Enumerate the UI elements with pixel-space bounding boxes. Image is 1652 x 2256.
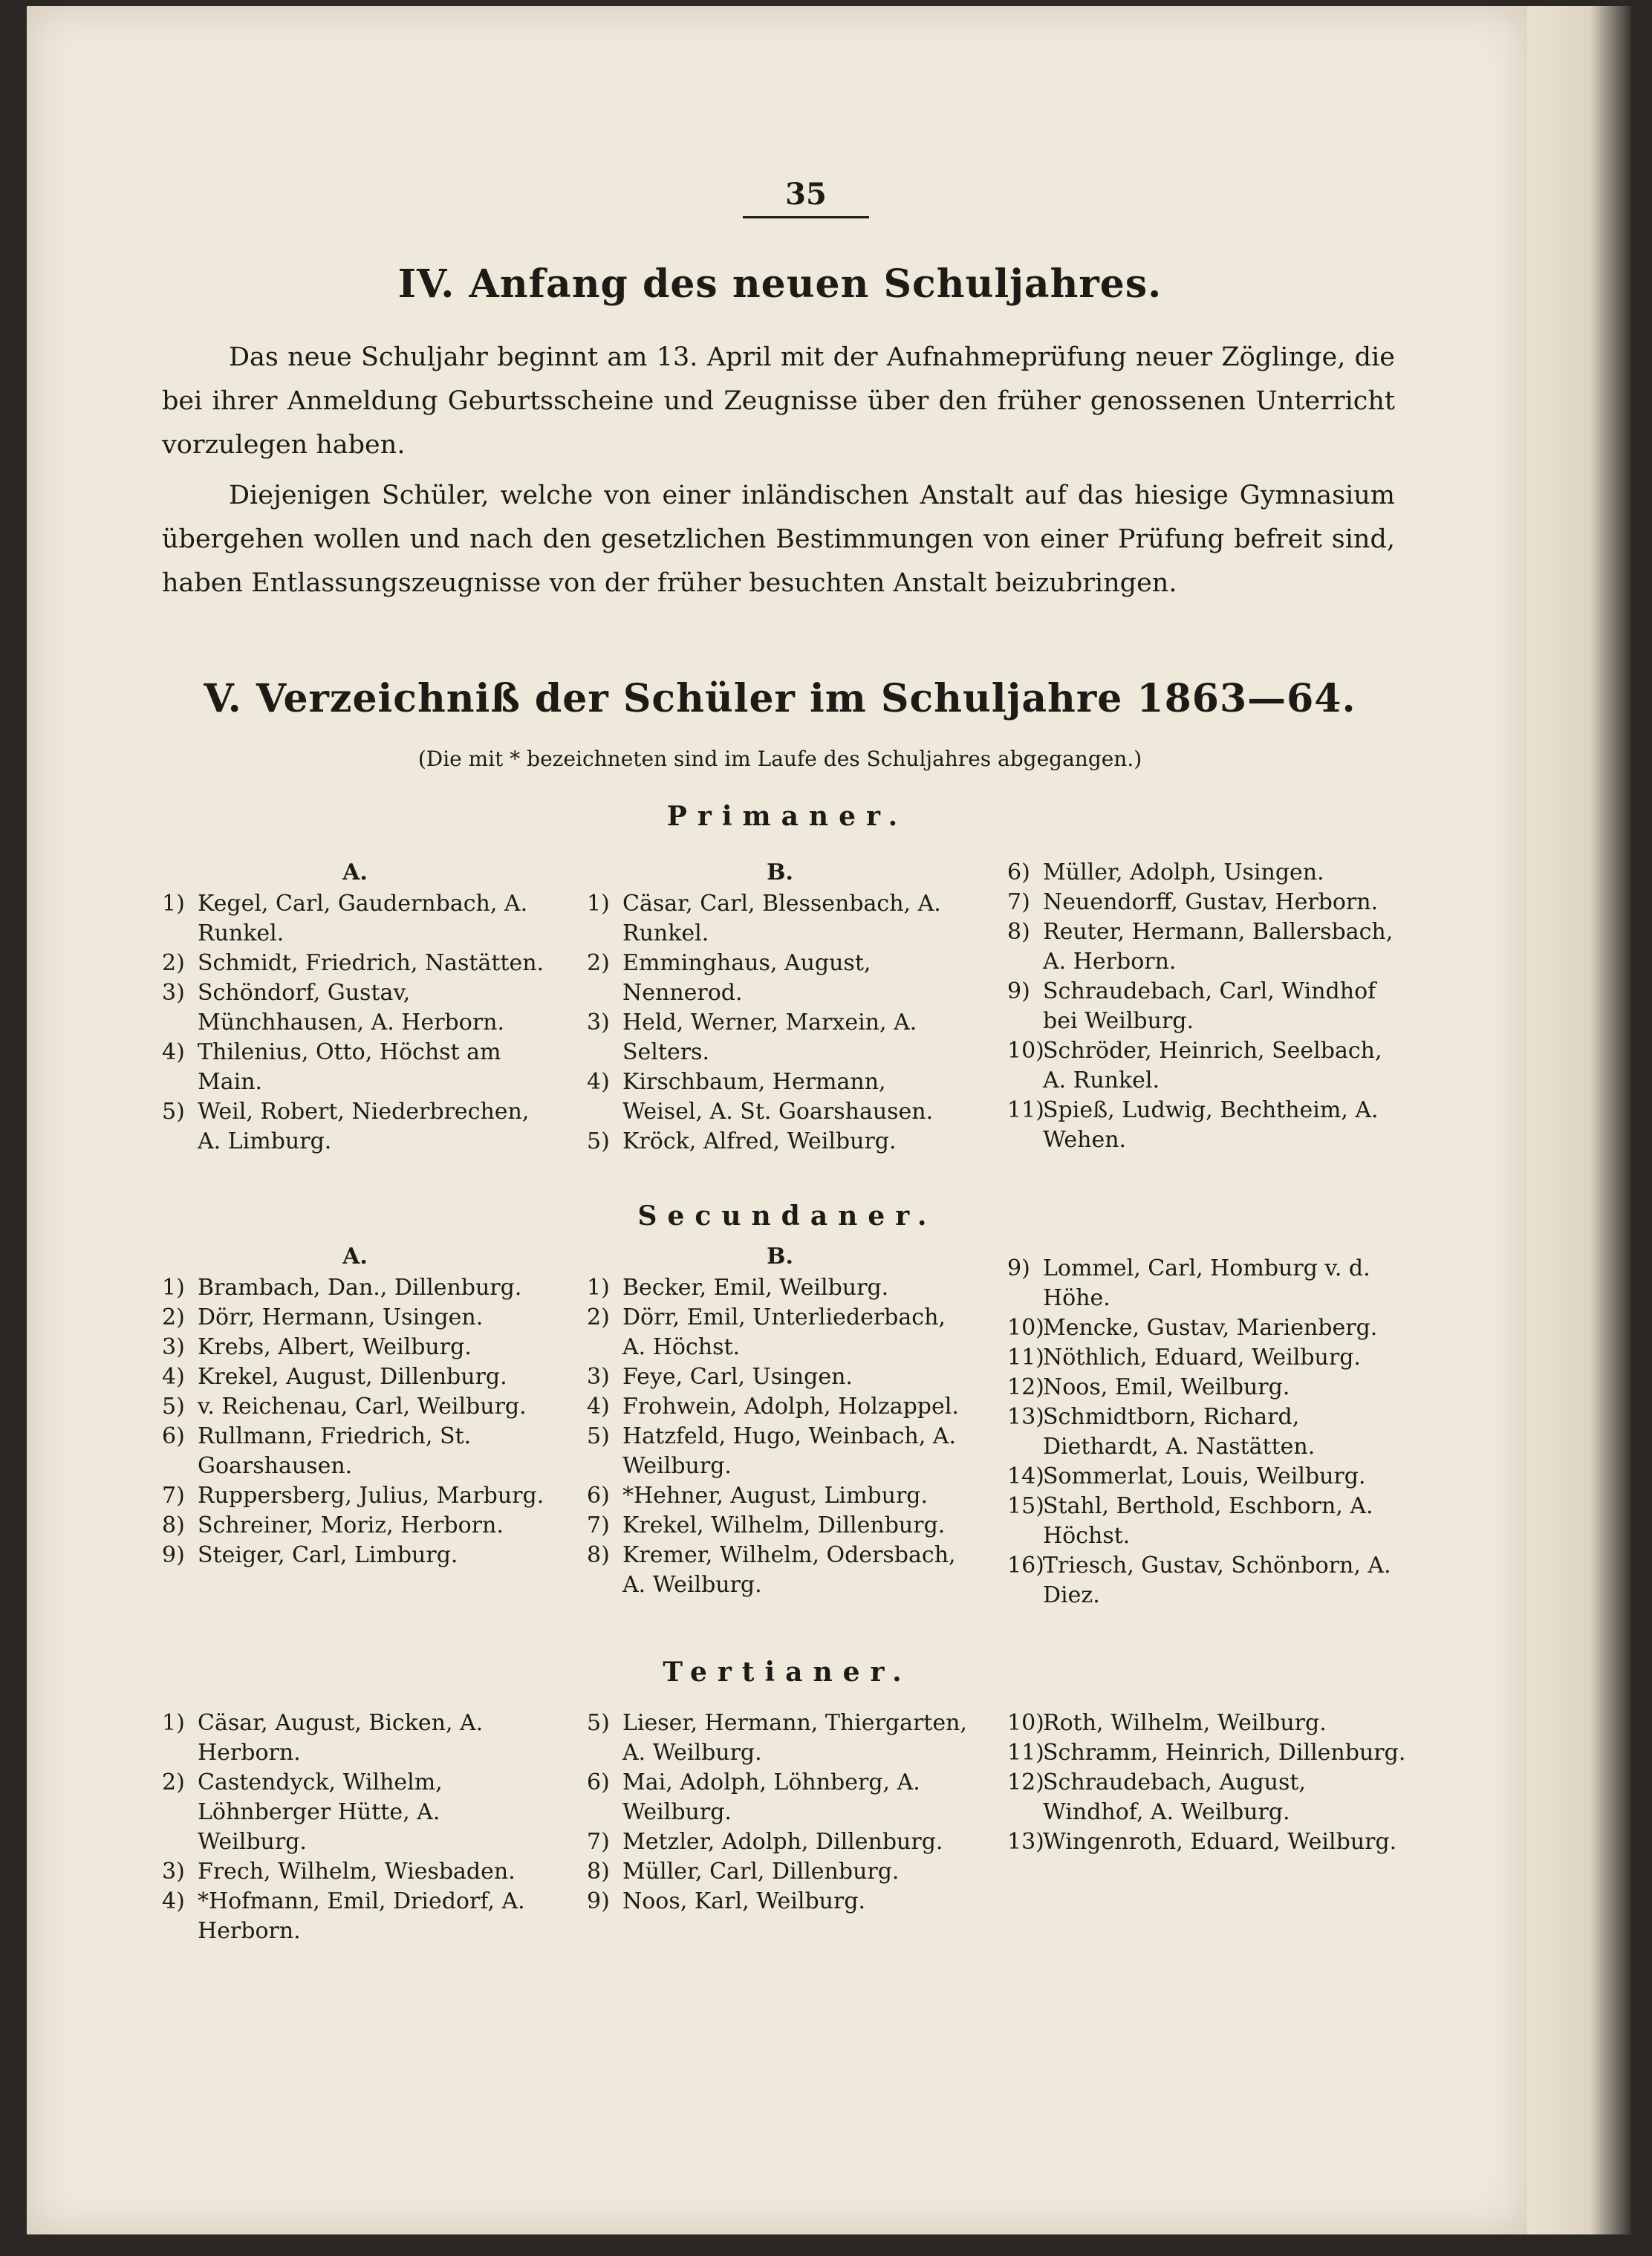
student-entry (162, 1273, 548, 1303)
student-entry (162, 889, 548, 949)
secundaner-title: Secundaner. (637, 1200, 937, 1232)
page-edge (1527, 6, 1631, 2234)
entry-number: 6) (162, 1423, 185, 1449)
secundaner-column-a (162, 1242, 548, 1570)
entry-number: 6) (587, 1769, 610, 1795)
entry-number: 2) (162, 950, 185, 976)
entry-text: Ruppersberg, Julius, Marburg. (198, 1483, 544, 1509)
entry-number: 5) (162, 1394, 185, 1420)
student-entry (587, 1362, 973, 1392)
entry-text: Cäsar, August, Bicken, A. Herborn. (198, 1710, 484, 1766)
entry-number: 1) (587, 1275, 610, 1301)
student-entry (587, 1067, 973, 1127)
paragraph-text: Das neue Schuljahr beginnt am 13. April mit der Aufnahmeprüfung neuer Zöglinge, die bei ihrer Anmeldung Geburtsscheine und Zeugnisse über den früher genossenen Unterricht vorzulegen haben. (162, 342, 1395, 460)
entry-number: 16) (1007, 1553, 1044, 1579)
student-entry (587, 1887, 973, 1917)
entry-number: 4) (587, 1069, 610, 1095)
student-entry (162, 1303, 548, 1333)
student-entry (1007, 1492, 1408, 1551)
student-entry (587, 1709, 973, 1768)
paragraph-text: Diejenigen Schüler, welche von einer inländischen Anstalt auf das hiesige Gymnasium übergehen wollen und nach den gesetzlichen Bestimmungen von einer Prüfung befreit sind, haben Entlassungszeugnisse von der früher besuchten Anstalt beizubringen. (162, 481, 1395, 598)
student-entry (1007, 1313, 1408, 1343)
student-entry (162, 1038, 548, 1097)
tertianer-column-c (1007, 1709, 1408, 1857)
primaner-column-c (1007, 858, 1408, 1155)
entry-text: Kirschbaum, Hermann, Weisel, A. St. Goarshausen. (622, 1069, 934, 1125)
student-entry (162, 1422, 548, 1481)
entry-number: 4) (587, 1394, 610, 1420)
entry-text: v. Reichenau, Carl, Weilburg. (198, 1394, 527, 1420)
entry-text: Neuendorff, Gustav, Herborn. (1043, 889, 1379, 915)
entry-number: 8) (587, 1542, 610, 1568)
student-entry (1007, 1827, 1408, 1857)
entry-text: Hatzfeld, Hugo, Weinbach, A. Weilburg. (622, 1423, 957, 1479)
entry-text: Castendyck, Wilhelm, Löhnberger Hütte, A. Weilburg. (198, 1769, 443, 1855)
entry-text: Kegel, Carl, Gaudernbach, A. Runkel. (198, 891, 528, 946)
entry-number: 5) (587, 1710, 610, 1736)
page-number: 35 (743, 177, 869, 218)
student-entry (587, 1008, 973, 1067)
entry-number: 10) (1007, 1315, 1044, 1341)
entry-text: Lommel, Carl, Homburg v. d. Höhe. (1043, 1255, 1370, 1311)
entry-number: 2) (587, 1304, 610, 1330)
student-entry (162, 1392, 548, 1422)
student-entry (162, 949, 548, 978)
entry-number: 3) (162, 1859, 185, 1885)
student-entry (162, 1511, 548, 1541)
student-entry (1007, 1373, 1408, 1402)
entry-number: 3) (162, 1334, 185, 1360)
entry-number: 4) (162, 1039, 185, 1065)
entry-number: 11) (1007, 1097, 1044, 1123)
entry-number: 8) (587, 1859, 610, 1885)
entry-text: Thilenius, Otto, Höchst am Main. (198, 1039, 501, 1095)
entry-number: 14) (1007, 1463, 1044, 1489)
student-entry (162, 978, 548, 1038)
entry-number: 1) (162, 1275, 185, 1301)
entry-text: Krekel, Wilhelm, Dillenburg. (622, 1512, 946, 1538)
entry-text: Becker, Emil, Weilburg. (622, 1275, 889, 1301)
entry-text: Frech, Wilhelm, Wiesbaden. (198, 1859, 516, 1885)
entry-number: 13) (1007, 1829, 1044, 1855)
entry-text: Krekel, August, Dillenburg. (198, 1364, 507, 1390)
entry-text: Schöndorf, Gustav, Münchhausen, A. Herborn. (198, 980, 505, 1036)
entry-number: 5) (162, 1099, 185, 1125)
primaner-title: Primaner. (666, 801, 908, 832)
student-entry (587, 1422, 973, 1481)
student-entry (587, 1541, 973, 1600)
entry-number: 8) (1007, 919, 1030, 945)
entry-number: 7) (587, 1829, 610, 1855)
section-iv-paragraph-2 (162, 474, 1395, 605)
entry-number: 11) (1007, 1740, 1044, 1766)
tertianer-column-a (162, 1709, 548, 1946)
entry-number: 7) (162, 1483, 185, 1509)
student-entry (587, 1392, 973, 1422)
student-entry (1007, 1768, 1408, 1827)
entry-number: 4) (162, 1888, 185, 1914)
student-entry (1007, 1551, 1408, 1610)
student-entry (162, 1857, 548, 1887)
student-entry (587, 1273, 973, 1303)
secundaner-column-c (1007, 1254, 1408, 1610)
entry-text: Schraudebach, August, Windhof, A. Weilburg. (1043, 1769, 1306, 1825)
student-entry (162, 1362, 548, 1392)
entry-text: Nöthlich, Eduard, Weilburg. (1043, 1345, 1361, 1371)
entry-number: 15) (1007, 1493, 1044, 1519)
entry-number: 12) (1007, 1374, 1044, 1400)
entry-text: Lieser, Hermann, Thiergarten, A. Weilburg. (622, 1710, 967, 1766)
entry-text: *Hofmann, Emil, Driedorf, A. Herborn. (198, 1888, 525, 1944)
tertianer-title: Tertianer. (663, 1657, 912, 1688)
primaner-column-b (587, 858, 973, 1157)
entry-text: Cäsar, Carl, Blessenbach, A. Runkel. (622, 891, 941, 946)
entry-number: 6) (1007, 859, 1030, 885)
entry-number: 1) (162, 1710, 185, 1736)
student-entry (162, 1887, 548, 1946)
entry-text: Frohwein, Adolph, Holzappel. (622, 1394, 959, 1420)
entry-text: Sommerlat, Louis, Weilburg. (1043, 1463, 1366, 1489)
entry-number: 4) (162, 1364, 185, 1390)
entry-text: Schmidtborn, Richard, Diethardt, A. Nastätten. (1043, 1404, 1316, 1460)
entry-text: Müller, Carl, Dillenburg. (622, 1859, 900, 1885)
entry-number: 10) (1007, 1038, 1044, 1064)
student-entry (587, 1768, 973, 1827)
entry-text: Emminghaus, August, Nennerod. (622, 950, 871, 1006)
entry-number: 3) (587, 1010, 610, 1036)
student-entry (1007, 1343, 1408, 1373)
entry-number: 9) (1007, 978, 1030, 1004)
column-label: A. (342, 859, 368, 885)
entry-number: 9) (587, 1888, 610, 1914)
tertianer-column-b (587, 1709, 973, 1917)
entry-text: Noos, Karl, Weilburg. (622, 1888, 866, 1914)
column-label: B. (767, 859, 793, 885)
student-entry (587, 1511, 973, 1541)
entry-text: Metzler, Adolph, Dillenburg. (622, 1829, 943, 1855)
section-v-note: (Die mit * bezeichneten sind im Laufe des Schuljahres abgegangen.) (417, 747, 1142, 771)
entry-text: Stahl, Berthold, Eschborn, A. Höchst. (1043, 1493, 1373, 1549)
student-entry (162, 1709, 548, 1768)
entry-text: Dörr, Emil, Unterliederbach, A. Höchst. (622, 1304, 946, 1360)
secundaner-column-b (587, 1242, 973, 1600)
student-entry (587, 1827, 973, 1857)
entry-number: 3) (587, 1364, 610, 1390)
entry-number: 9) (162, 1542, 185, 1568)
student-entry (587, 1857, 973, 1887)
entry-text: Mai, Adolph, Löhnberg, A. Weilburg. (622, 1769, 920, 1825)
entry-text: Mencke, Gustav, Marienberg. (1043, 1315, 1378, 1341)
entry-text: Noos, Emil, Weilburg. (1043, 1374, 1290, 1400)
entry-number: 8) (162, 1512, 185, 1538)
entry-text: Brambach, Dan., Dillenburg. (198, 1275, 522, 1301)
section-iv-heading: IV. Anfang des neuen Schuljahres. (397, 261, 1162, 307)
student-entry (587, 1481, 973, 1511)
entry-number: 11) (1007, 1345, 1044, 1371)
entry-text: Wingenroth, Eduard, Weilburg. (1043, 1829, 1397, 1855)
entry-text: Weil, Robert, Niederbrechen, A. Limburg. (198, 1099, 530, 1154)
entry-number: 9) (1007, 1255, 1030, 1281)
entry-text: Kremer, Wilhelm, Odersbach, A. Weilburg. (622, 1542, 956, 1598)
student-entry (1007, 977, 1408, 1036)
student-entry (1007, 1402, 1408, 1462)
student-entry (1007, 1709, 1408, 1738)
student-entry (162, 1481, 548, 1511)
entry-number: 1) (587, 891, 610, 917)
column-label: A. (342, 1244, 368, 1270)
entry-number: 13) (1007, 1404, 1044, 1430)
entry-text: Krebs, Albert, Weilburg. (198, 1334, 472, 1360)
section-iv-paragraph-1 (162, 336, 1395, 467)
entry-text: Rullmann, Friedrich, St. Goarshausen. (198, 1423, 472, 1479)
entry-text: Schmidt, Friedrich, Nastätten. (198, 950, 544, 976)
entry-text: Müller, Adolph, Usingen. (1043, 859, 1324, 885)
entry-text: Schramm, Heinrich, Dillenburg. (1043, 1740, 1406, 1766)
student-entry (1007, 1096, 1408, 1155)
entry-text: Schröder, Heinrich, Seelbach, A. Runkel. (1043, 1038, 1382, 1093)
student-entry (1007, 888, 1408, 917)
entry-text: *Hehner, August, Limburg. (622, 1483, 929, 1509)
entry-text: Triesch, Gustav, Schönborn, A. Diez. (1043, 1553, 1391, 1608)
entry-number: 3) (162, 980, 185, 1006)
entry-text: Reuter, Hermann, Ballersbach, A. Herborn. (1043, 919, 1394, 975)
student-entry (162, 1097, 548, 1157)
entry-number: 5) (587, 1423, 610, 1449)
entry-text: Held, Werner, Marxein, A. Selters. (622, 1010, 917, 1065)
student-entry (162, 1333, 548, 1362)
student-entry (1007, 858, 1408, 888)
entry-number: 1) (162, 891, 185, 917)
student-entry (1007, 1254, 1408, 1313)
entry-number: 6) (587, 1483, 610, 1509)
student-entry (1007, 1036, 1408, 1096)
entry-number: 10) (1007, 1710, 1044, 1736)
entry-text: Feye, Carl, Usingen. (622, 1364, 853, 1390)
entry-number: 5) (587, 1128, 610, 1154)
entry-text: Roth, Wilhelm, Weilburg. (1043, 1710, 1327, 1736)
column-label: B. (767, 1244, 793, 1270)
section-v-heading: V. Verzeichniß der Schüler im Schuljahre 1863—64. (204, 676, 1356, 721)
student-entry (587, 949, 973, 1008)
student-entry (162, 1541, 548, 1570)
student-entry (587, 889, 973, 949)
student-entry (587, 1303, 973, 1362)
entry-text: Steiger, Carl, Limburg. (198, 1542, 458, 1568)
entry-number: 7) (1007, 889, 1030, 915)
entry-number: 2) (162, 1304, 185, 1330)
student-entry (1007, 1462, 1408, 1492)
entry-number: 2) (587, 950, 610, 976)
student-entry (587, 1127, 973, 1157)
entry-number: 12) (1007, 1769, 1044, 1795)
student-entry (162, 1768, 548, 1857)
entry-number: 2) (162, 1769, 185, 1795)
entry-number: 7) (587, 1512, 610, 1538)
student-entry (1007, 1738, 1408, 1768)
entry-text: Schreiner, Moriz, Herborn. (198, 1512, 504, 1538)
entry-text: Kröck, Alfred, Weilburg. (622, 1128, 897, 1154)
entry-text: Spieß, Ludwig, Bechtheim, A. Wehen. (1043, 1097, 1379, 1153)
entry-text: Schraudebach, Carl, Windhof bei Weilburg. (1043, 978, 1376, 1034)
entry-text: Dörr, Hermann, Usingen. (198, 1304, 484, 1330)
student-entry (1007, 917, 1408, 977)
primaner-column-a (162, 858, 548, 1157)
